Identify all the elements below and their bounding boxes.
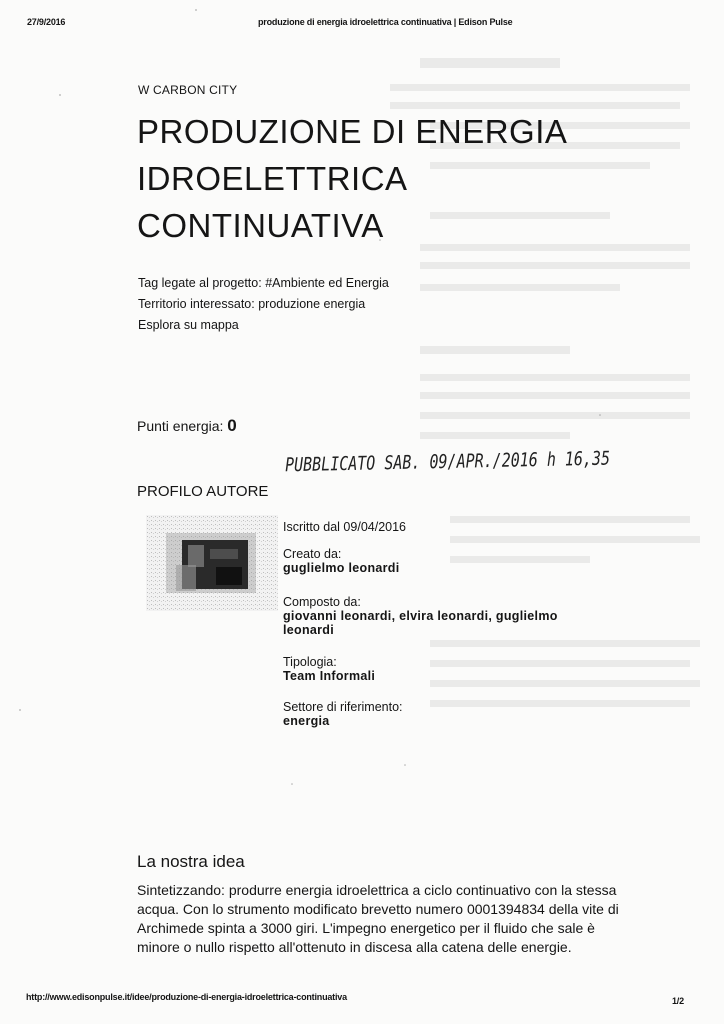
print-date: 27/9/2016 [27,17,66,27]
handwritten-note-text: PUBBLICATO SAB. 09/APR./2016 h 16,35 [284,445,698,477]
points-value: 0 [227,416,237,435]
territory-label: Territorio interessato: [138,297,255,311]
idea-description: Sintetizzando: produrre energia idroelettrica a ciclo continuativo con la stessa acqua. Con lo strumento modificato brevetto numero 0001394834 della vite di Archimede spinta a 3000 giri. L'impegno energetico per il fluido che sale è minore o nullo rispetto all'ottenuto in discesa alla catena delle energie. [137,882,619,955]
explore-map-link[interactable]: Esplora su mappa [138,318,239,332]
type-value: Team Informali [283,669,376,683]
registered-since: Iscritto dal 09/04/2016 [283,520,406,534]
created-by-label: Creato da: [283,547,342,561]
author-avatar [146,515,278,611]
handwritten-note [283,440,698,480]
project-title: PRODUZIONE DI ENERGIA IDROELETTRICA CONTINUATIVA [137,113,566,244]
page-number: 1/2 [672,996,684,1006]
energy-points [137,416,237,436]
print-page-title: produzione di energia idroelettrica continuativa | Edison Pulse [258,17,513,27]
tags-value[interactable]: #Ambiente ed Energia [265,276,389,290]
created-by [283,547,603,575]
points-label: Punti energia: [137,418,224,434]
composed-by-label: Composto da: [283,595,361,609]
composed-by-value: giovanni leonardi, elvira leonardi, guglielmo leonardi [283,609,558,637]
project-tags [138,276,389,290]
type-label: Tipologia: [283,655,337,669]
composed-by [283,595,603,637]
sector-label: Settore di riferimento: [283,700,403,714]
tags-label: Tag legate al progetto: [138,276,262,290]
created-by-value[interactable]: guglielmo leonardi [283,561,400,575]
organization-label: W CARBON CITY [138,83,238,97]
team-type [283,655,603,683]
sector-value: energia [283,714,330,728]
author-profile-heading: PROFILO AUTORE [137,483,269,500]
print-url: http://www.edisonpulse.it/idee/produzione-di-energia-idroelettrica-continuativa [26,992,347,1002]
project-territory [138,297,365,311]
reference-sector [283,700,603,728]
territory-value: produzione energia [258,297,366,311]
idea-heading: La nostra idea [137,852,245,871]
